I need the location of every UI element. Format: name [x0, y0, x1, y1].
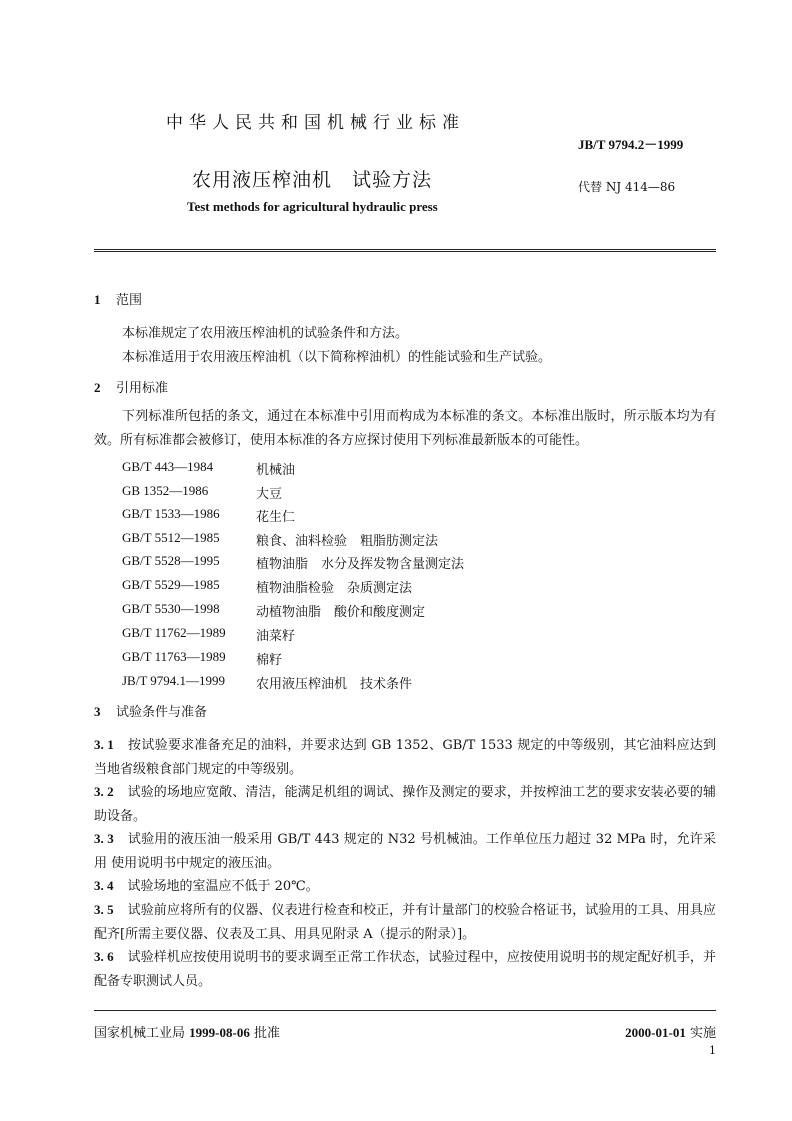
approve-date: 1999-08-06: [189, 1025, 250, 1040]
footer-divider: [94, 1010, 716, 1011]
section-title: 范围: [116, 293, 143, 308]
reference-code: GB/T 11762—1989: [122, 625, 226, 640]
clause-text: 试验样机应按使用说明书的要求调至正常工作状态，试验过程中，应按使用说明书的规定配好机手，并配备专职测试人员。: [94, 950, 716, 989]
clause: [94, 733, 716, 782]
standard-number: JB/T 9794.2－1999: [578, 137, 684, 152]
clause: [94, 874, 716, 899]
reference-name: 花生仁: [256, 510, 296, 525]
issuer: 国家机械工业局: [94, 1026, 186, 1041]
reference-name: 大豆: [256, 487, 283, 502]
clause: [94, 780, 716, 829]
section-title: 引用标准: [116, 381, 169, 396]
section-number: 1: [94, 292, 101, 307]
reference-name: 动植物油脂 酸价和酸度测定: [256, 605, 426, 620]
reference-name: 棉籽: [256, 653, 283, 668]
approve-label: 批准: [253, 1026, 280, 1041]
clause: [94, 898, 716, 947]
effective-date: 2000-01-01: [625, 1025, 686, 1040]
document-title-english: Test methods for agricultural hydraulic press: [187, 199, 438, 214]
reference-name: 植物油脂 水分及挥发物含量测定法: [256, 557, 465, 572]
clause-text: 试验的场地应宽敞、清洁，能满足机组的调试、操作及测定的要求，并按榨油工艺的要求安装必要的辅助设备。: [94, 785, 716, 824]
section-title: 试验条件与准备: [116, 705, 208, 720]
reference-name: 粮食、油料检验 粗脂肪测定法: [256, 534, 439, 549]
clause-text: 试验用的液压油一般采用 GB/T 443 规定的 N32 号机械油。工作单位压力超过 32 MPa 时，允许采用 使用说明书中规定的液压油。: [94, 832, 717, 871]
effective-label: 实施: [689, 1026, 716, 1041]
reference-name: 油菜籽: [256, 629, 296, 644]
section-number: 2: [94, 380, 101, 395]
reference-code: JB/T 9794.1—1999: [122, 673, 226, 688]
clause-number: 3. 4: [94, 878, 114, 893]
reference-code: GB/T 5530—1998: [122, 601, 220, 616]
section-3-heading: [94, 701, 207, 720]
section-1-paragraph: 本标准规定了农用液压榨油机的试验条件和方法。: [122, 326, 409, 341]
reference-code: GB/T 11763—1989: [122, 649, 226, 664]
issuing-organization: 中华人民共和国机械行业标准: [166, 113, 465, 133]
clause-text: 试验场地的室温应不低于 20℃。: [127, 879, 319, 894]
reference-code: GB 1352—1986: [122, 483, 209, 498]
clause-text: 试验前应将所有的仪器、仪表进行检查和校正，并有计量部门的校验合格证书，试验用的工具、用具应配齐[所需主要仪器、仪表及工具、用具见附录 A（提示的附录）]。: [94, 903, 716, 942]
section-1-paragraph: 本标准适用于农用液压榨油机（以下简称榨油机）的性能试验和生产试验。: [122, 350, 552, 365]
clause-number: 3. 2: [94, 784, 114, 799]
reference-name: 农用液压榨油机 技术条件: [256, 677, 413, 692]
replaces-standard: 代替 NJ 414—86: [578, 180, 676, 194]
reference-code: GB/T 5528—1995: [122, 553, 220, 568]
section-number: 3: [94, 704, 101, 719]
reference-code: GB/T 443—1984: [122, 459, 214, 474]
reference-name: 机械油: [256, 463, 296, 478]
section-2-intro: 下列标准所包括的条文，通过在本标准中引用而构成为本标准的条文。本标准出版时，所示版本均为有效。所有标准都会被修订，使用本标准的各方应探讨使用下列标准最新版本的可能性。: [94, 409, 716, 448]
reference-code: GB/T 5512—1985: [122, 530, 220, 545]
approval-info: [94, 1022, 280, 1041]
reference-code: GB/T 5529—1985: [122, 577, 220, 592]
section-2-heading: [94, 377, 168, 396]
clause-number: 3. 5: [94, 902, 114, 917]
reference-name: 植物油脂检验 杂质测定法: [256, 581, 413, 596]
clause-text: 按试验要求准备充足的油料，并要求达到 GB 1352、GB/T 1533 规定的中等级别，其它油料应达到当地省级粮食部门规定的中等级别。: [94, 738, 717, 777]
header-divider: [94, 249, 716, 252]
document-title-chinese: 农用液压榨油机 试验方法: [192, 169, 433, 191]
effective-info: [625, 1022, 716, 1041]
page-number: 1: [709, 1044, 716, 1057]
clause: [94, 945, 716, 994]
clause: [94, 827, 716, 876]
clause-number: 3. 6: [94, 949, 114, 964]
clause-number: 3. 1: [94, 737, 114, 752]
section-1-heading: [94, 289, 142, 308]
reference-code: GB/T 1533—1986: [122, 506, 220, 521]
clause-number: 3. 3: [94, 831, 114, 846]
